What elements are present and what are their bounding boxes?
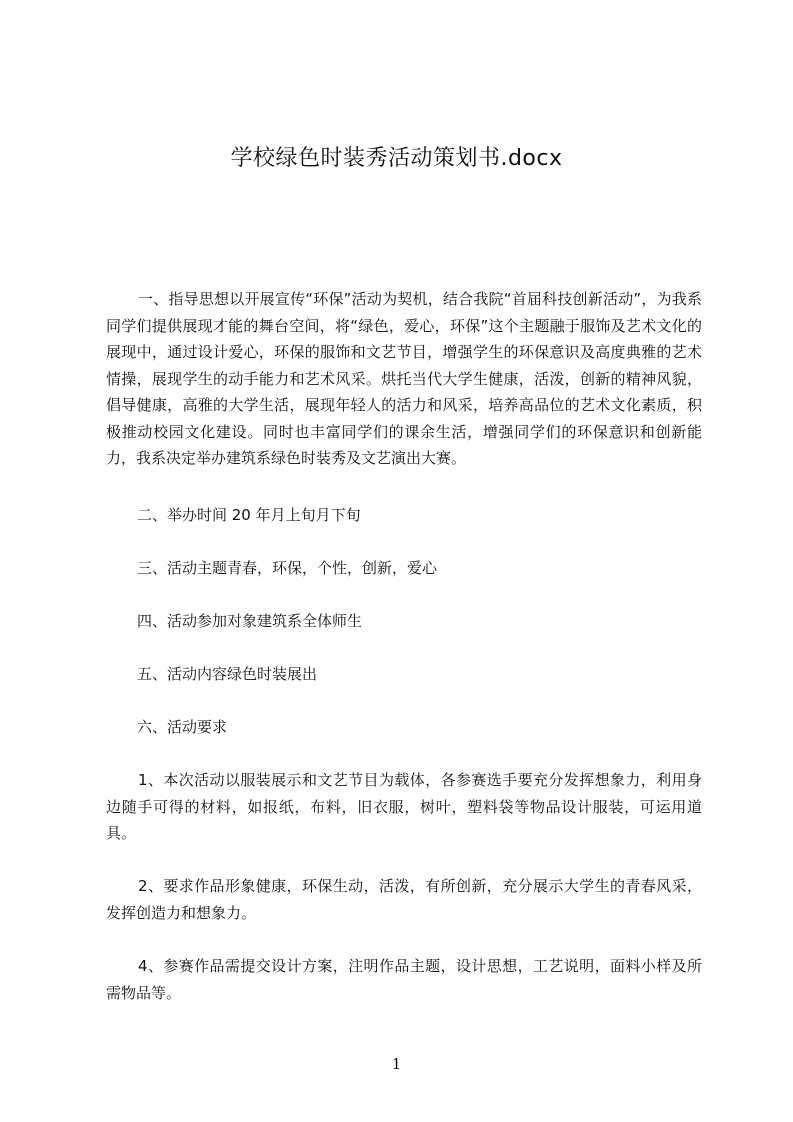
section-participants: 四、活动参加对象建筑系全体师生 (137, 612, 363, 630)
requirement-1: 1、本次活动以服装展示和文艺节目为载体，各参赛选手要充分发挥想象力，利用身边随手可得的材料，如报纸，布料，旧衣服，树叶，塑料袋等物品设计服装，可运用道具。 (106, 771, 702, 842)
requirement-4: 4、参赛作品需提交设计方案，注明作品主题，设计思想，工艺说明，面料小样及所需物品等。 (106, 957, 702, 1002)
intro-paragraph: 一、指导思想以开展宣传“环保”活动为契机，结合我院“首届科技创新活动”，为我系同学们提供展现才能的舞台空间，将“绿色，爱心，环保”这个主题融于服饰及艺术文化的展现中，通过设计爱心，环保的服饰和文艺节目，增强学生的环保意识及高度典雅的艺术情操，展现学生的动手能力和艺术风采。烘托当代大学生健康，活泼，创新的精神风貌，倡导健康，高雅的大学生活，展现年轻人的活力和风采，培养高品位的艺术文化素质，积极推动校园文化建设。同时也丰富同学们的课余生活，增强同学们的环保意识和创新能力，我系决定举办建筑系绿色时装秀及文艺演出大赛。 (106, 290, 702, 467)
document-title: 学校绿色时装秀活动策划书.docx (230, 146, 563, 171)
section-content: 五、活动内容绿色时装展出 (137, 665, 318, 683)
requirement-2: 2、要求作品形象健康，环保生动，活泼，有所创新，充分展示大学生的青春风采，发挥创造力和想象力。 (106, 877, 702, 922)
section-time: 二、举办时间 20 年月上旬月下旬 (137, 506, 361, 524)
section-theme: 三、活动主题青春，环保，个性，创新，爱心 (137, 559, 438, 577)
section-requirements: 六、活动要求 (137, 718, 228, 736)
page-number: 1 (391, 1055, 402, 1073)
